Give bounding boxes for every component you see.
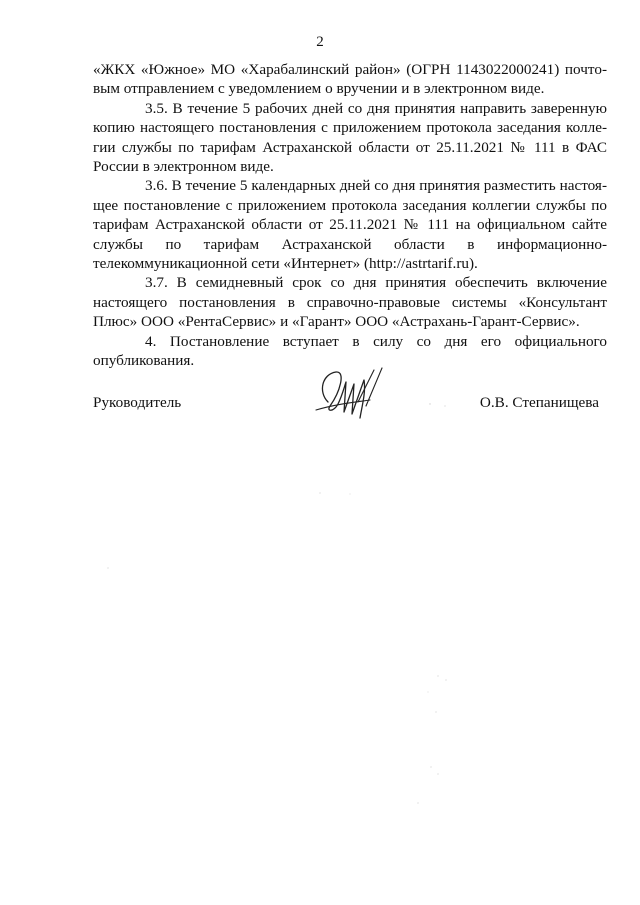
- signer-position: Руководитель: [93, 394, 182, 411]
- document-body: [93, 60, 607, 371]
- paragraph-3-6: 3.6. В течение 5 календарных дней со дня принятия разместить настоящее постановление с приложением протокола заседания коллегии службы по тарифам Астраханской области от 25.11.2021 № 111 на официальном сайте службы по тарифам Астраханской области в информационно-телекоммуникационной сети «Интернет» (http://astrtarif.ru).: [93, 177, 607, 273]
- signature-block: [93, 394, 607, 418]
- paragraph-4: 4. Постановление вступает в силу со дня его официального опубликования.: [93, 332, 607, 370]
- signer-name: О.В. Степанищева: [479, 394, 599, 411]
- paragraph-3-7: 3.7. В семидневный срок со дня принятия обеспечить включение настоящего постановления в справочно-правовые системы «Консультант Плюс» ООО «РентаСервис» и «Гарант» ООО «Астрахань-Гарант-Сервис».: [93, 274, 607, 331]
- page-number: 2: [316, 34, 324, 50]
- paragraph-continuation: «ЖКХ «Южное» МО «Харабалинский район» (ОГРН 1143022000241) почтовым отправлением с уведомлением о вручении и в электронном виде.: [93, 61, 607, 98]
- paragraph-3-5: 3.5. В течение 5 рабочих дней со дня принятия направить заверенную копию настоящего постановления с приложением протокола заседания коллегии службы по тарифам Астраханской области от 25.11.2021 № 111 в ФАС России в электронном виде.: [93, 99, 607, 176]
